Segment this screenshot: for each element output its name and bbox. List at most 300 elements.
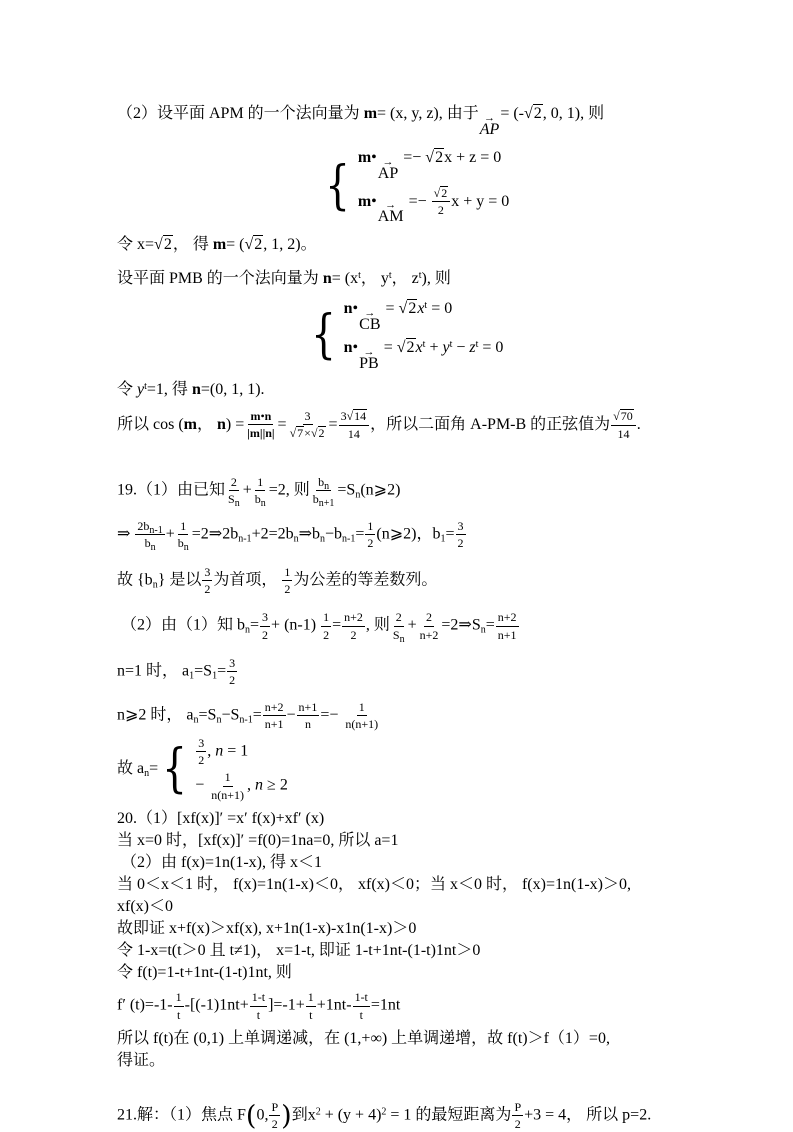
radical-sign: √ xyxy=(396,338,406,356)
square-root xyxy=(524,105,543,122)
math-text: +3 = 4， 所以 p=2. xyxy=(524,1106,652,1124)
fraction xyxy=(209,770,246,802)
problem19-part2-n1 xyxy=(117,656,753,688)
math-text: 当 x=0 时，[xf(x)]′ =f(0)=1na=0, 所以 a=1 xyxy=(117,832,399,850)
radical-sign: √ xyxy=(310,426,318,441)
math-text: =1, 得 xyxy=(146,380,192,398)
math-text: 设平面 PMB 的一个法向量为 xyxy=(117,270,323,288)
math-text: 1 xyxy=(367,518,374,533)
fraction-denominator xyxy=(391,627,407,645)
math-text: 2 xyxy=(426,610,432,625)
math-text: = xyxy=(328,415,338,433)
math-text: b xyxy=(318,474,325,489)
fraction-numerator xyxy=(512,1100,523,1116)
fraction-numerator xyxy=(339,409,370,426)
math-text: 2 xyxy=(284,581,291,596)
fraction xyxy=(196,736,206,768)
problem19-part1-line2 xyxy=(117,518,753,554)
math-text: n=1 时， a xyxy=(117,662,190,680)
math-text: n+1 xyxy=(497,627,517,642)
fraction xyxy=(250,990,267,1022)
math-text: 2 xyxy=(441,185,448,200)
big-paren: ) xyxy=(281,1100,292,1132)
problem21-part1-line xyxy=(117,1100,753,1132)
math-text: = 1 的最短距离为 xyxy=(386,1106,512,1124)
math-text: n+2 xyxy=(344,610,363,625)
math-text: b xyxy=(144,536,151,551)
fraction-denominator xyxy=(282,581,292,596)
radical-sign: √ xyxy=(154,236,163,254)
fraction-denominator xyxy=(255,1007,262,1022)
math-text: • xyxy=(352,338,359,356)
math-text: 令 xyxy=(117,380,138,398)
radicand xyxy=(533,104,543,123)
cases-system xyxy=(307,298,504,373)
subscript: 1 xyxy=(212,670,218,682)
fraction xyxy=(253,474,268,510)
problem19-part1-conclusion xyxy=(117,565,753,597)
fraction-denominator xyxy=(143,535,158,554)
math-text: (n⩾2) xyxy=(360,481,401,499)
math-text: = 0 xyxy=(427,300,453,318)
radical-sign: √ xyxy=(425,148,435,166)
square-root xyxy=(399,300,418,317)
cosine-dihedral-line xyxy=(117,409,753,441)
fraction-denominator xyxy=(358,1007,365,1022)
math-text: n xyxy=(304,717,311,732)
cases-row xyxy=(358,186,509,227)
cases-row xyxy=(344,337,504,373)
math-text: n+1 xyxy=(298,699,318,714)
math-text: ，所以二面角 A-PM-B 的正弦值为 xyxy=(370,415,611,433)
math-text: −b xyxy=(325,525,343,543)
math-text: ]=-1+ xyxy=(268,996,305,1014)
cases-rows xyxy=(195,736,288,803)
cases-rows xyxy=(344,298,504,373)
math-text: （2）由（1）知 b xyxy=(117,616,246,634)
fraction-numerator xyxy=(456,519,466,535)
fraction-denominator xyxy=(615,426,631,441)
cases-rows xyxy=(358,147,509,226)
fraction-numerator xyxy=(227,656,237,672)
superscript: t xyxy=(449,338,453,350)
math-bold: |m||n| xyxy=(247,426,275,441)
math-text: 令 f(t)=1-t+1nt-(1-t)1nt, 则 xyxy=(117,964,292,982)
math-text: xf(x)＜0 xyxy=(117,898,173,916)
square-root xyxy=(311,426,326,440)
math-text: b xyxy=(177,536,184,551)
subscript: n-1 xyxy=(149,524,163,536)
math-text: ， z xyxy=(391,270,419,288)
vector-body: PB xyxy=(359,354,379,372)
fraction-denominator xyxy=(226,491,242,510)
fraction-denominator xyxy=(311,491,337,510)
vector-body: AM xyxy=(377,208,404,226)
radical-sign: √ xyxy=(613,408,620,423)
left-brace: { xyxy=(324,156,350,217)
superscript: 2 xyxy=(381,1106,387,1118)
square-root xyxy=(397,339,416,356)
math-text: + xyxy=(407,616,417,634)
math-text: = xyxy=(379,338,397,356)
vector xyxy=(359,345,379,373)
cases-system xyxy=(158,736,288,803)
fraction-numerator xyxy=(269,1100,280,1116)
fraction xyxy=(365,519,375,551)
radical-sign: √ xyxy=(346,408,354,423)
math-text: 2 xyxy=(323,627,330,642)
math-text: =S xyxy=(194,662,213,680)
math-text: n(n+1) xyxy=(211,787,245,802)
math-text: , 1, 2)。 xyxy=(263,236,317,254)
problem20-part1-line1 xyxy=(117,808,753,830)
problem20-part2-line5 xyxy=(117,940,753,962)
math-text: =1nt xyxy=(370,996,401,1014)
fraction-numerator xyxy=(342,610,365,626)
math-text: = (- xyxy=(500,105,524,122)
square-root xyxy=(425,149,444,166)
problem20-monotonic-line xyxy=(117,1028,753,1050)
math-text: = (x xyxy=(331,270,359,288)
fraction-denominator xyxy=(227,672,237,687)
math-text: 1 xyxy=(323,610,330,625)
fraction xyxy=(269,1100,280,1132)
problem19-part2-n2 xyxy=(117,700,753,732)
subscript: n xyxy=(245,624,251,636)
fraction-denominator xyxy=(348,627,358,642)
math-text: ≥ 2 xyxy=(263,776,288,794)
math-text: 2 xyxy=(271,1117,278,1132)
fraction-numerator xyxy=(260,610,270,626)
math-text: =− xyxy=(320,706,343,724)
subscript: n xyxy=(183,542,189,554)
subscript: n xyxy=(480,624,486,636)
vector-body: AP xyxy=(479,121,500,138)
math-italic: n xyxy=(255,776,264,794)
math-text: 2 xyxy=(163,236,172,254)
math-text: , 0, 1), 则 xyxy=(542,105,605,122)
fraction xyxy=(306,990,316,1022)
problem20-part2-line2 xyxy=(117,874,753,896)
math-text: − xyxy=(286,706,296,724)
math-text: t xyxy=(309,1007,313,1022)
subscript: n xyxy=(234,498,240,510)
square-root xyxy=(290,426,305,440)
fraction-numerator xyxy=(306,990,316,1006)
math-text: = xyxy=(445,525,455,543)
fraction xyxy=(260,610,270,642)
math-text: 19.（1）由已知 xyxy=(117,481,226,499)
math-bold: m xyxy=(250,408,261,423)
math-text: 得证。 xyxy=(117,1051,166,1069)
fraction-numerator xyxy=(424,610,434,626)
subscript: n xyxy=(152,579,158,591)
fraction-numerator xyxy=(255,475,265,491)
radical-sign: √ xyxy=(433,185,441,200)
math-text: ， y xyxy=(360,270,389,288)
subscript: n xyxy=(260,498,266,510)
fraction-numerator xyxy=(394,610,404,626)
math-bold: n xyxy=(217,415,226,433)
math-text: = (x, y, z), 由于 xyxy=(377,105,479,122)
fraction xyxy=(311,474,337,510)
square-root xyxy=(613,409,634,423)
radical-sign: √ xyxy=(524,105,533,122)
problem19-part1-line1 xyxy=(117,474,753,510)
fraction-denominator xyxy=(496,627,519,642)
fraction xyxy=(282,565,292,597)
math-text: n+2 xyxy=(419,627,439,642)
fraction xyxy=(418,610,441,642)
cases-row xyxy=(195,770,288,802)
fraction xyxy=(432,186,451,218)
fraction-denominator xyxy=(202,581,212,596)
fraction xyxy=(611,409,636,441)
math-text: = 1 xyxy=(223,742,249,760)
problem20-derivative-line xyxy=(117,990,753,1022)
fraction-numerator xyxy=(248,409,273,425)
math-text: 2 xyxy=(406,338,415,356)
fraction-numerator xyxy=(263,700,286,716)
fraction-numerator xyxy=(297,700,320,716)
math-text: 1 xyxy=(180,518,187,533)
equation-system-n xyxy=(117,298,693,373)
fraction-numerator xyxy=(496,610,519,626)
math-bold: m xyxy=(363,105,378,122)
math-text: 2 xyxy=(437,203,444,218)
math-text: +1nt- xyxy=(316,996,352,1014)
math-text: ), 则 xyxy=(421,270,451,288)
fraction-denominator xyxy=(196,752,206,767)
radical-sign: √ xyxy=(244,236,254,254)
fraction xyxy=(202,565,212,597)
subscript: n xyxy=(293,533,299,545)
vector-arrow-icon: → xyxy=(382,155,394,168)
math-text: 1-t xyxy=(354,990,368,1005)
superscript: 2 xyxy=(315,1106,321,1118)
math-text: 2 xyxy=(230,474,237,489)
math-text: = 0 xyxy=(478,338,504,356)
fraction xyxy=(245,409,276,441)
math-text: + xyxy=(165,525,175,543)
fraction xyxy=(342,610,365,642)
subscript: n xyxy=(320,533,326,545)
fraction-numerator xyxy=(229,475,239,491)
solve-m-line xyxy=(117,234,753,256)
fraction xyxy=(263,700,286,732)
fraction-denominator xyxy=(343,716,380,731)
math-text: • xyxy=(371,148,377,166)
math-text: 0, xyxy=(256,1106,269,1124)
big-paren: ( xyxy=(245,1100,257,1132)
math-text: 2 xyxy=(229,673,236,688)
superscript: t xyxy=(388,270,392,282)
math-text: 2 xyxy=(435,148,444,166)
math-text: 2 xyxy=(262,627,269,642)
fraction xyxy=(226,474,242,510)
math-bold: m xyxy=(357,192,372,210)
problem20-part2-line6 xyxy=(117,962,753,984)
math-text: 到x xyxy=(291,1106,316,1124)
math-bold: m xyxy=(357,148,372,166)
radicand xyxy=(407,299,417,318)
math-text: （2）由 f(x)=1n(1-x), 得 x＜1 xyxy=(117,854,322,872)
solution18-part2-intro xyxy=(117,103,753,139)
math-text: 3 xyxy=(262,610,269,625)
math-text: ， xyxy=(197,415,218,433)
superscript: t xyxy=(358,270,361,282)
fraction-numerator xyxy=(365,519,375,535)
math-text: = xyxy=(381,300,399,318)
math-italic: x xyxy=(417,300,425,318)
fraction-numerator xyxy=(357,700,367,716)
math-text: b xyxy=(254,492,261,507)
left-brace: { xyxy=(310,305,336,366)
math-text: 21.解：（1）焦点 F xyxy=(117,1106,246,1124)
math-text: b xyxy=(312,492,319,507)
radicand xyxy=(163,235,173,254)
math-text: 14 xyxy=(354,408,367,423)
math-text: 3 xyxy=(229,656,236,671)
math-text: 14 xyxy=(617,426,630,441)
radicand xyxy=(253,235,263,254)
superscript: t xyxy=(422,338,426,350)
fraction xyxy=(297,700,320,732)
math-text: 所以 f(t)在 (0,1) 上单调递减，在 (1,+∞) 上单调递增，故 f(t)＞f（1）=0, xyxy=(117,1029,610,1047)
radicand xyxy=(318,426,326,441)
math-text: n+2 xyxy=(264,699,284,714)
math-bold: n xyxy=(343,338,353,356)
math-text: =S xyxy=(337,481,356,499)
math-text: 所以 cos ( xyxy=(117,415,184,433)
subscript: n xyxy=(216,714,222,726)
subscript: n xyxy=(324,480,330,492)
fraction-denominator xyxy=(346,426,362,441)
math-text: 2 xyxy=(350,627,357,642)
superscript: t xyxy=(418,270,422,282)
fraction-denominator xyxy=(209,787,246,802)
square-root xyxy=(245,236,264,253)
radicand xyxy=(440,186,448,201)
vector-arrow-icon: → xyxy=(363,345,375,358)
math-text: P xyxy=(271,1099,279,1114)
problem19-an-cases xyxy=(117,736,753,803)
math-text: = xyxy=(277,415,287,433)
problem20-part2-line4 xyxy=(117,918,753,940)
math-text: 2 xyxy=(318,426,325,441)
fraction xyxy=(339,409,370,441)
math-text: 1-t xyxy=(251,990,266,1005)
math-text: 1 xyxy=(358,699,365,714)
math-text: P xyxy=(514,1099,522,1114)
math-text: =2⇒2b xyxy=(191,525,239,543)
subscript: n xyxy=(399,633,405,645)
radicand xyxy=(406,338,416,357)
math-text: 1 xyxy=(284,564,291,579)
fraction-denominator xyxy=(245,425,276,440)
math-text: − xyxy=(195,776,209,794)
math-text: = xyxy=(485,616,495,634)
math-text: n+1 xyxy=(264,717,284,732)
math-text: 2 xyxy=(254,236,263,254)
fraction-denominator xyxy=(321,627,331,642)
fraction-numerator xyxy=(223,770,233,786)
math-text: 故即证 x+f(x)＞xf(x), x+1n(1-x)-x1n(1-x)＞0 xyxy=(117,920,417,938)
math-text: , xyxy=(247,776,256,794)
math-text: = xyxy=(332,616,342,634)
fraction-numerator xyxy=(321,610,331,626)
math-text: = xyxy=(250,616,260,634)
fraction-denominator xyxy=(513,1116,523,1131)
fraction-numerator xyxy=(303,409,313,425)
fraction-denominator xyxy=(436,202,446,217)
problem20-part1-line2 xyxy=(117,830,753,852)
math-text: n+2 xyxy=(497,610,517,625)
math-text: t xyxy=(176,1007,181,1022)
math-text: =S xyxy=(198,706,217,724)
math-text: + xyxy=(425,338,443,356)
math-text: 3 xyxy=(457,518,464,533)
math-text: 2 xyxy=(367,536,374,551)
math-text: 1 xyxy=(175,990,182,1005)
subscript: 1 xyxy=(440,533,446,545)
superscript: t xyxy=(424,300,428,312)
fraction-numerator xyxy=(202,565,212,581)
math-italic: x xyxy=(415,338,423,356)
math-text: 当 0＜x＜1 时， f(x)=1n(1-x)＜0， xf(x)＜0；当 x＜0 时， f(x)=1n(1-x)＞0, xyxy=(117,876,631,894)
math-text: n(n+1) xyxy=(345,717,379,732)
math-bold: n xyxy=(264,408,272,423)
fraction xyxy=(343,700,380,732)
math-text: f′ (t)=-1- xyxy=(117,996,173,1014)
fraction-numerator xyxy=(135,519,164,535)
cases-row xyxy=(358,147,509,183)
fraction-denominator xyxy=(176,535,191,554)
math-text: 7 xyxy=(297,426,304,441)
math-text: 2 xyxy=(204,581,211,596)
vector xyxy=(377,155,399,183)
cases-system xyxy=(321,147,510,226)
math-text: 3 xyxy=(304,408,311,423)
vector-body: CB xyxy=(359,316,381,334)
vector-body: AP xyxy=(377,164,399,182)
problem20-part2-line1 xyxy=(117,852,753,874)
fraction-numerator xyxy=(196,736,206,752)
fraction xyxy=(496,610,519,642)
radicand xyxy=(296,426,304,441)
math-text: 20.（1）[xf(x)]′ =x′ f(x)+xf′ (x) xyxy=(117,810,325,828)
radicand xyxy=(620,409,634,424)
math-text: -[(-1)1nt+ xyxy=(184,996,249,1014)
math-text: 3 xyxy=(198,735,205,750)
equation-system-m xyxy=(117,147,713,226)
math-text: −S xyxy=(221,706,240,724)
fraction-numerator xyxy=(316,475,331,491)
math-bold: m xyxy=(183,415,197,433)
math-text: ) = xyxy=(225,415,245,433)
subscript: n-1 xyxy=(239,714,253,726)
math-text: = xyxy=(149,759,159,777)
problem19-part2-line1 xyxy=(117,610,753,645)
math-text: • xyxy=(371,192,377,210)
fraction-numerator xyxy=(432,186,451,203)
subscript: n xyxy=(144,767,150,779)
math-text: 3 xyxy=(204,564,211,579)
math-text: =2⇒S xyxy=(441,616,481,634)
math-text: 1 xyxy=(257,474,264,489)
math-text: ⇒ xyxy=(117,525,135,543)
vector-arrow-icon: → xyxy=(385,199,397,212)
